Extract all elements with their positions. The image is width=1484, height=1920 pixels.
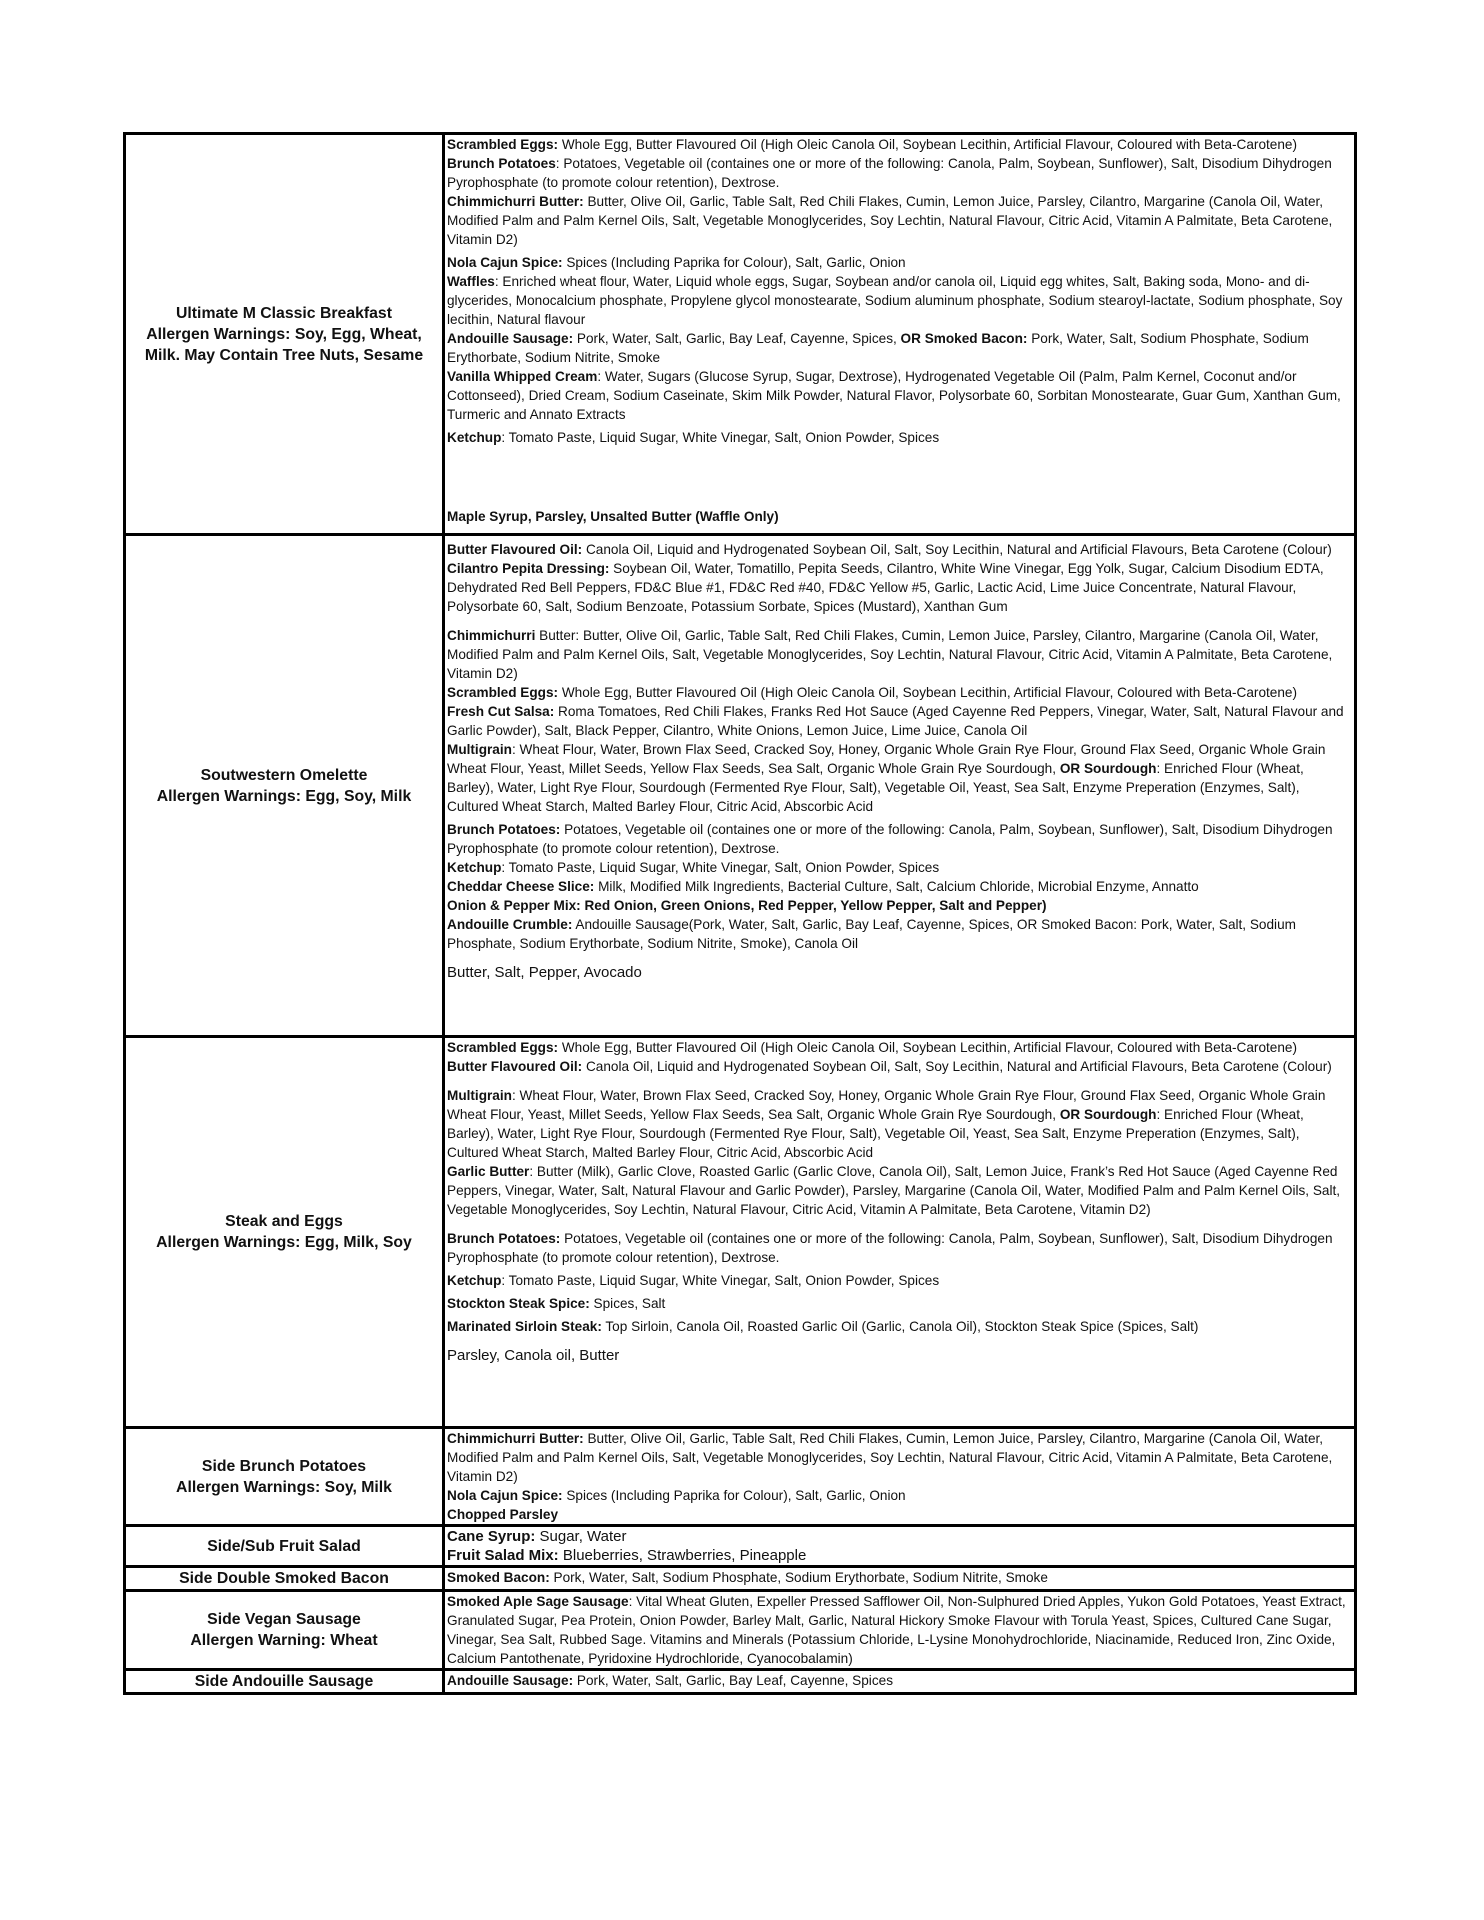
- ingredient-text: : Enriched Flour (Wheat, Barley), Water, Light Rye Flour, Sourdough (Fermented Rye Flour, Salt), Vegetable Oil, Yeast, Sea Salt, Enzyme Preperation (Enzymes, Salt), Cultured Wheat Starch, Malted Barley Flour, Citric Acid, Abscorbic Acid: [447, 1107, 1304, 1160]
- ingredient-text: : Water, Sugars (Glucose Syrup, Sugar, Dextrose), Hydrogenated Vegetable Oil (Palm, Palm Kernel, Coconut and/or Cottonseed), Dried Cream, Sodium Caseinate, Skim Milk Powder, Natural Flavor, Polysorbate 60, Sorbitan Monostearate, Guar Gum, Xanthan Gum, Turmeric and Annato Extracts: [447, 369, 1341, 422]
- ingredient-label: Chopped Parsley: [447, 1507, 559, 1522]
- ingredient-label: Andouille Crumble:: [447, 917, 573, 932]
- ingredient-label: OR Sourdough: [1059, 1107, 1157, 1122]
- ingredient-line: [447, 507, 1352, 526]
- menu-item-cell: [125, 1567, 444, 1591]
- ingredient-line: [447, 1546, 1352, 1565]
- table-row: [125, 535, 1356, 1037]
- ingredient-label: Brunch Potatoes:: [447, 1231, 561, 1246]
- menu-item-name: Side Double Smoked Bacon: [179, 1570, 389, 1587]
- menu-item-cell: [125, 1591, 444, 1670]
- ingredient-label: OR Smoked Bacon:: [900, 331, 1028, 346]
- ingredient-text: Sugar, Water: [535, 1528, 627, 1545]
- menu-item-cell: [125, 1670, 444, 1694]
- ingredient-label: Ketchup: [447, 860, 502, 875]
- table-row: [125, 1526, 1356, 1567]
- ingredient-line: [447, 135, 1352, 154]
- ingredient-text: : Wheat Flour, Water, Brown Flax Seed, Cracked Soy, Honey, Organic Whole Grain Rye Flour, Ground Flax Seed, Organic Whole Grain Wheat Flour, Yeast, Millet Seeds, Yellow Flax Seeds, Sea Salt, Organic Whole Grain Rye Sourdough,: [447, 1088, 1326, 1122]
- ingredients-cell: [444, 1526, 1356, 1567]
- ingredient-text: Spices (Including Paprika for Colour), Salt, Garlic, Onion: [562, 1488, 906, 1503]
- ingredient-label: Scrambled Eggs:: [447, 685, 559, 700]
- ingredient-text: Whole Egg, Butter Flavoured Oil (High Oleic Canola Oil, Soybean Lecithin, Artificial Flavour, Coloured with Beta-Carotene): [558, 137, 1297, 152]
- menu-item-name: Side Vegan Sausage: [207, 1611, 361, 1628]
- ingredients-cell: [444, 535, 1356, 1037]
- ingredient-text: Whole Egg, Butter Flavoured Oil (High Oleic Canola Oil, Soybean Lecithin, Artificial Flavour, Coloured with Beta-Carotene): [558, 1040, 1297, 1055]
- ingredient-text: : Tomato Paste, Liquid Sugar, White Vinegar, Salt, Onion Powder, Spices: [501, 1273, 940, 1288]
- ingredient-line: [447, 540, 1352, 559]
- allergen-warning: Allergen Warnings: Egg, Milk, Soy: [156, 1234, 412, 1251]
- ingredient-text: : Tomato Paste, Liquid Sugar, White Vinegar, Salt, Onion Powder, Spices: [501, 430, 940, 445]
- ingredient-line: [447, 1346, 1352, 1365]
- ingredient-text: Butter: Butter, Olive Oil, Garlic, Table Salt, Red Chili Flakes, Cumin, Lemon Juice, Parsley, Cilantro, Margarine (Canola Oil, Water, Modified Palm and Palm Kernel Oils, Salt, Vegetable Monoglycerides, Soy Lechtin, Natural Flavour, Citric Acid, Vitamin A Palmitate, Beta Carotene, Vitamin D2): [447, 628, 1333, 681]
- ingredient-label: Multigrain: [447, 742, 512, 757]
- menu-item-name: Side/Sub Fruit Salad: [207, 1537, 361, 1555]
- ingredient-line: [447, 963, 1352, 982]
- ingredient-text: : Enriched wheat flour, Water, Liquid whole eggs, Sugar, Soybean and/or canola oil, Liquid egg whites, Salt, Baking soda, Mono- and di-glycerides, Monocalcium phosphate, Propylene glycol monostearate, Sodium aluminum phosphate, Sodium stearoyl-lactate, Sodium phosphate, Soy lecithin, Natural flavour: [447, 274, 1343, 327]
- ingredient-label: Cheddar Cheese Slice:: [447, 879, 595, 894]
- ingredient-text: Whole Egg, Butter Flavoured Oil (High Oleic Canola Oil, Soybean Lecithin, Artificial Flavour, Coloured with Beta-Carotene): [558, 685, 1297, 700]
- allergen-table: [123, 132, 1357, 1695]
- ingredient-label: Marinated Sirloin Steak:: [447, 1319, 602, 1334]
- ingredient-label: Scrambled Eggs:: [447, 1040, 559, 1055]
- ingredient-label: Stockton Steak Spice:: [447, 1296, 590, 1311]
- ingredient-text: Potatoes, Vegetable oil (containes one or more of the following: Canola, Palm, Soybean, Sunflower), Salt, Disodium Dihydrogen Pyrophosphate (to promote colour retention), Dextrose.: [447, 1231, 1333, 1265]
- ingredient-line: [447, 877, 1352, 896]
- ingredient-line: [447, 559, 1352, 616]
- ingredient-text: Parsley, Canola oil, Butter: [447, 1347, 620, 1364]
- ingredient-text: Top Sirloin, Canola Oil, Roasted Garlic Oil (Garlic, Canola Oil), Stockton Steak Spice (Spices, Salt): [601, 1319, 1199, 1334]
- menu-item-name: Steak and Eggs: [225, 1213, 343, 1230]
- table-row: [125, 1037, 1356, 1428]
- ingredient-line: [447, 915, 1352, 953]
- ingredient-line: [447, 1086, 1352, 1162]
- ingredient-line: [447, 1229, 1352, 1267]
- ingredient-label: Scrambled Eggs:: [447, 137, 559, 152]
- ingredient-line: [447, 428, 1352, 447]
- ingredient-line: [447, 1162, 1352, 1219]
- ingredient-label: Fruit Salad Mix:: [447, 1547, 559, 1564]
- ingredient-line: [447, 1486, 1352, 1505]
- ingredient-text: Andouille Sausage(Pork, Water, Salt, Garlic, Bay Leaf, Cayenne, Spices, OR Smoked Bacon: Pork, Water, Salt, Sodium Phosphate, Sodium Erythorbate, Sodium Nitrite, Smoke), Canola Oil: [447, 917, 1296, 951]
- ingredient-text: Soybean Oil, Water, Tomatillo, Pepita Seeds, Cilantro, White Wine Vinegar, Egg Yolk, Sugar, Calcium Disodium EDTA, Dehydrated Red Bell Peppers, FD&C Blue #1, FD&C Red #40, FD&C Yellow #5, Garlic, Lactic Acid, Lime Juice Concentrate, Natural Flavour, Polysorbate 60, Salt, Sodium Benzoate, Potassium Sorbate, Spices (Mustard), Xanthan Gum: [447, 561, 1324, 614]
- ingredient-label: Cane Syrup:: [447, 1528, 536, 1545]
- menu-item-cell: [125, 134, 444, 535]
- menu-item-cell: [125, 1037, 444, 1428]
- ingredient-line: [447, 683, 1352, 702]
- ingredient-label: Garlic Butter: [447, 1164, 530, 1179]
- ingredient-text: Pork, Water, Salt, Garlic, Bay Leaf, Cayenne, Spices,: [573, 331, 901, 346]
- table-row: [125, 1591, 1356, 1670]
- ingredient-line: [447, 1317, 1352, 1336]
- menu-item-name: Ultimate M Classic Breakfast: [176, 304, 392, 322]
- ingredient-label: Smoked Bacon:: [447, 1570, 550, 1585]
- ingredient-line: [447, 858, 1352, 877]
- ingredient-line: [447, 1505, 1352, 1524]
- ingredient-line: [447, 740, 1352, 816]
- ingredients-cell: [444, 1428, 1356, 1526]
- ingredient-label: Brunch Potatoes:: [447, 822, 561, 837]
- ingredient-line: [447, 367, 1352, 424]
- ingredient-label: Butter Flavoured Oil:: [447, 542, 583, 557]
- ingredient-label: Andouille Sausage:: [447, 331, 574, 346]
- table-row: [125, 1428, 1356, 1526]
- ingredient-line: [447, 1592, 1352, 1668]
- ingredient-text: : Butter (Milk), Garlic Clove, Roasted Garlic (Garlic Clove, Canola Oil), Salt, Lemon Juice, Frank’s Red Hot Sauce (Aged Cayenne Red Peppers, Vinegar, Water, Salt, Natural Flavour and Garlic Powder), Parsley, Margarine (Canola Oil, Water, Modified Palm and Palm Kernel Oils, Salt, Vegetable Monoglycerides, Soy Lechtin, Natural Flavour, Citric Acid, Vitamin A Palmitate, Beta Carotene, Vitamin D2): [447, 1164, 1341, 1217]
- ingredient-label: Smoked Aple Sage Sausage: [447, 1594, 629, 1609]
- ingredient-label: Chimmichurri: [447, 628, 536, 643]
- ingredient-label: Maple Syrup, Parsley, Unsalted Butter (Waffle Only): [447, 509, 779, 524]
- ingredient-label: Fresh Cut Salsa:: [447, 704, 555, 719]
- ingredient-line: [447, 154, 1352, 192]
- allergen-warning: Allergen Warnings: Soy, Egg, Wheat,: [146, 325, 422, 343]
- ingredient-line: [447, 192, 1352, 249]
- ingredient-text: : Enriched Flour (Wheat, Barley), Water, Light Rye Flour, Sourdough (Fermented Rye Flour, Salt), Vegetable Oil, Yeast, Sea Salt, Enzyme Preperation (Enzymes, Salt), Cultured Wheat Starch, Malted Barley Flour, Citric Acid, Abscorbic Acid: [447, 761, 1304, 814]
- table-row: [125, 1567, 1356, 1591]
- ingredient-line: [447, 1057, 1352, 1076]
- ingredient-label: Chimmichurri Butter:: [447, 194, 584, 209]
- menu-item-name: Side Andouille Sausage: [194, 1673, 374, 1690]
- ingredient-text: Potatoes, Vegetable oil (containes one or more of the following: Canola, Palm, Soybean, Sunflower), Salt, Disodium Dihydrogen Pyrophosphate (to promote colour retention), Dextrose.: [447, 822, 1333, 856]
- ingredients-cell: [444, 1567, 1356, 1591]
- ingredient-label: Butter Flavoured Oil:: [447, 1059, 583, 1074]
- ingredient-label: Nola Cajun Spice:: [447, 255, 563, 270]
- allergen-warning: Allergen Warning: Wheat: [190, 1632, 378, 1649]
- menu-item-name: Soutwestern Omelette: [200, 766, 368, 784]
- menu-item-name: Side Brunch Potatoes: [201, 1457, 367, 1475]
- ingredient-line: [447, 1271, 1352, 1290]
- ingredient-line: [447, 1038, 1352, 1057]
- ingredient-line: [447, 1527, 1352, 1546]
- ingredient-text: : Potatoes, Vegetable oil (containes one or more of the following: Canola, Palm, Soybean, Sunflower), Salt, Disodium Dihydrogen Pyrophosphate (to promote colour retention), Dextrose.: [447, 156, 1332, 190]
- table-row: [125, 1670, 1356, 1694]
- ingredient-line: [447, 896, 1352, 915]
- ingredient-label: Ketchup: [447, 430, 502, 445]
- ingredients-cell: [444, 134, 1356, 535]
- allergen-warning: Milk. May Contain Tree Nuts, Sesame: [144, 346, 424, 364]
- menu-item-cell: [125, 1428, 444, 1526]
- ingredient-label: Multigrain: [447, 1088, 512, 1103]
- ingredient-text: Roma Tomatoes, Red Chili Flakes, Franks Red Hot Sauce (Aged Cayenne Red Peppers, Vinegar, Water, Salt, Natural Flavour and Garlic Powder), Salt, Black Pepper, Cilantro, White Onions, Lemon Juice, Lime Juice, Canola Oil: [447, 704, 1344, 738]
- ingredient-line: [447, 702, 1352, 740]
- ingredient-text: Canola Oil, Liquid and Hydrogenated Soybean Oil, Salt, Soy Lecithin, Natural and Artificial Flavours, Beta Carotene (Colour): [582, 1059, 1332, 1074]
- ingredients-cell: [444, 1670, 1356, 1694]
- ingredient-text: Spices (Including Paprika for Colour), Salt, Garlic, Onion: [562, 255, 906, 270]
- ingredient-text: Pork, Water, Salt, Garlic, Bay Leaf, Cayenne, Spices: [573, 1673, 893, 1688]
- ingredient-label: Ketchup: [447, 1273, 502, 1288]
- ingredient-text: Pork, Water, Salt, Sodium Phosphate, Sodium Erythorbate, Sodium Nitrite, Smoke: [447, 331, 1309, 365]
- ingredient-text: Milk, Modified Milk Ingredients, Bacterial Culture, Salt, Calcium Chloride, Microbial Enzyme, Annatto: [594, 879, 1199, 894]
- ingredient-label: Chimmichurri Butter:: [447, 1431, 584, 1446]
- ingredient-line: [447, 1429, 1352, 1486]
- ingredients-cell: [444, 1037, 1356, 1428]
- ingredient-label: Onion & Pepper Mix: Red Onion, Green Onions, Red Pepper, Yellow Pepper, Salt and Pepper): [447, 898, 1047, 913]
- ingredient-text: Pork, Water, Salt, Sodium Phosphate, Sodium Erythorbate, Sodium Nitrite, Smoke: [549, 1570, 1048, 1585]
- ingredient-label: Nola Cajun Spice:: [447, 1488, 563, 1503]
- ingredient-line: [447, 1294, 1352, 1313]
- ingredient-label: Andouille Sausage:: [447, 1673, 574, 1688]
- ingredient-text: Butter, Olive Oil, Garlic, Table Salt, Red Chili Flakes, Cumin, Lemon Juice, Parsley, Cilantro, Margarine (Canola Oil, Water, Modified Palm and Palm Kernel Oils, Salt, Vegetable Monoglycerides, Soy Lechtin, Natural Flavour, Citric Acid, Vitamin A Palmitate, Beta Carotene, Vitamin D2): [447, 1431, 1333, 1484]
- ingredient-label: Cilantro Pepita Dressing:: [447, 561, 610, 576]
- table-row: [125, 134, 1356, 535]
- ingredient-line: [447, 329, 1352, 367]
- ingredient-text: Butter, Salt, Pepper, Avocado: [447, 964, 642, 981]
- ingredient-label: Brunch Potatoes: [447, 156, 556, 171]
- ingredient-line: [447, 626, 1352, 683]
- ingredient-line: [447, 253, 1352, 272]
- ingredient-text: : Tomato Paste, Liquid Sugar, White Vinegar, Salt, Onion Powder, Spices: [501, 860, 940, 875]
- ingredient-line: [447, 272, 1352, 329]
- ingredient-label: Vanilla Whipped Cream: [447, 369, 598, 384]
- ingredient-text: Blueberries, Strawberries, Pineapple: [558, 1547, 807, 1564]
- ingredient-line: [447, 1671, 1352, 1690]
- ingredient-text: Spices, Salt: [589, 1296, 666, 1311]
- ingredient-line: [447, 820, 1352, 858]
- ingredient-text: Butter, Olive Oil, Garlic, Table Salt, Red Chili Flakes, Cumin, Lemon Juice, Parsley, Cilantro, Margarine (Canola Oil, Water, Modified Palm and Palm Kernel Oils, Salt, Vegetable Monoglycerides, Soy Lechtin, Natural Flavour, Citric Acid, Vitamin A Palmitate, Beta Carotene, Vitamin D2): [447, 194, 1333, 247]
- menu-item-cell: [125, 535, 444, 1037]
- ingredient-line: [447, 1568, 1352, 1587]
- allergen-warning: Allergen Warnings: Soy, Milk: [176, 1478, 392, 1496]
- ingredient-label: Waffles: [447, 274, 495, 289]
- menu-item-cell: [125, 1526, 444, 1567]
- allergen-warning: Allergen Warnings: Egg, Soy, Milk: [156, 787, 412, 805]
- ingredient-text: : Vital Wheat Gluten, Expeller Pressed Safflower Oil, Non-Sulphured Dried Apples, Yukon Gold Potatoes, Yeast Extract, Granulated Sugar, Pea Protein, Onion Powder, Barley Malt, Garlic, Natural Hickory Smoke Flavour with Torula Yeast, Spices, Cultured Cane Sugar, Vinegar, Sea Salt, Rubbed Sage. Vitamins and Minerals (Potassium Chloride, L-Lysine Monohydrochloride, Niacinamide, Reduced Iron, Zinc Oxide, Calcium Pantothenate, Pyridoxine Hydrochloride, Cyanocobalamin): [447, 1594, 1346, 1666]
- ingredient-text: Canola Oil, Liquid and Hydrogenated Soybean Oil, Salt, Soy Lecithin, Natural and Artificial Flavours, Beta Carotene (Colour): [582, 542, 1332, 557]
- ingredient-text: : Wheat Flour, Water, Brown Flax Seed, Cracked Soy, Honey, Organic Whole Grain Rye Flour, Ground Flax Seed, Organic Whole Grain Wheat Flour, Yeast, Millet Seeds, Yellow Flax Seeds, Sea Salt, Organic Whole Grain Rye Sourdough,: [447, 742, 1326, 776]
- ingredients-cell: [444, 1591, 1356, 1670]
- ingredient-label: OR Sourdough: [1059, 761, 1157, 776]
